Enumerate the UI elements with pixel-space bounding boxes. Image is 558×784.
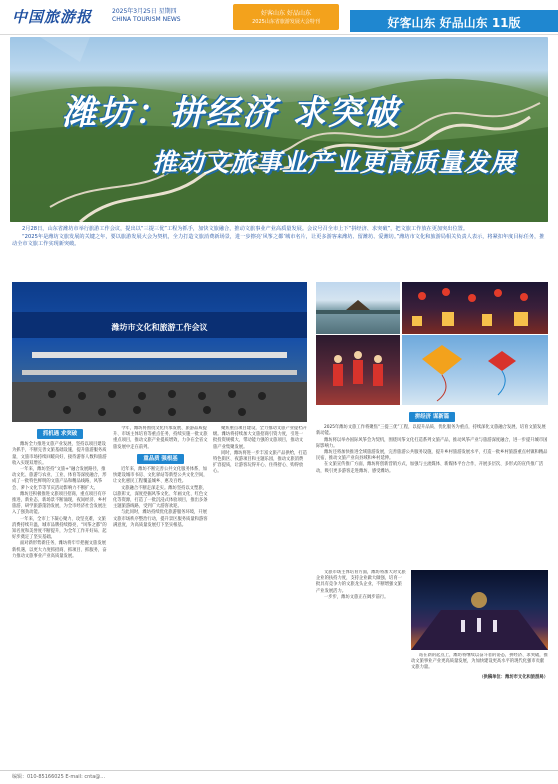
paragraph: 潍坊还积极推进文旅项目招商，重点项目有序推进，新业态、新场景不断涌现，夜间经济、乡村旅游、研学旅游蓬勃发展，为全市经济社会发展注入了强劲动能。 — [12, 491, 107, 516]
column-right — [316, 409, 548, 567]
paragraph: 站在新的起点上，潍坊将继续以奋斗者的姿态，拼经济、求突破，推动文旅事业产业更高质量发展，为加快建设更高水平的现代化强市贡献文旅力量。 — [411, 653, 548, 671]
paper-name-en: CHINA TOURISM NEWS — [112, 16, 181, 23]
paragraph: 潍坊还将加快推进全域旅游发展，完善旅游公共服务设施，提升乡村旅游发展水平，打造一批乡村旅游重点村镇和精品民宿，推动文旅产业向县域和乡村延伸。 — [316, 450, 548, 462]
paragraph: 近年来，潍坊不断完善公共文化服务体系，加快建设城市书房、文化驿站等新型公共文化空间，让文化惠民工程覆盖城乡、惠及百姓。 — [113, 467, 208, 485]
column-right-bottom — [411, 653, 548, 766]
slogan-secondary: 2025山东省旅游发展大会特刊 — [252, 19, 320, 25]
lead-paragraph — [12, 226, 546, 250]
edition-banner — [350, 10, 558, 32]
paragraph: 一年来，潍坊坚持“文旅+”融合发展路径，推动文化、旅游与农业、工业、体育等深度融合，形成了一批特色鲜明的文旅产品和精品线路，风筝会、萝卜文化节等节庆活动影响力不断扩大。 — [12, 467, 107, 491]
paragraph: 潍坊将以举办国际风筝会为契机，围绕风筝文化打造系列文旅产品，推动风筝产业与旅游深度融合，进一步提升城市国际影响力。 — [316, 437, 548, 449]
performance-photo — [316, 335, 400, 405]
lead-text-1: 2月28日，山东省潍坊市举行旅游工作会议，提出以“三提三优”工程为抓手，加快文旅融合，推动文旅事业产业高质量发展。会议号召全市上下“拼经济、求突破”，把文旅工作放在更加突出位置。 — [22, 226, 469, 232]
paragraph: 潍坊全力推进文旅产业发展，坚持以项目建设为抓手，不断完善文旅基础设施，提升旅游服务质量，文旅市场持续回暖向好，接待游客人数和旅游收入实现双增长。 — [12, 442, 107, 466]
stage-illustration — [411, 570, 548, 650]
column-middle-left — [113, 426, 208, 766]
meeting-hall-illustration — [12, 282, 307, 422]
lead-text-2: “2025年是潍坊文旅发展的关键之年，要以旅游发展大会为契机，全力打造文旅消费新场景，进一步擦亮‘风筝之都’城市名片，让更多游客来潍坊、留潍坊、爱潍坊。”潍坊市文化和旅游局相关负责人表示，将紧扣年度目标任务，推动全市文旅工作实现新突破。 — [12, 234, 545, 248]
paragraph: 聚焦重点项目建设，全力推动文旅产业提档升级。潍坊将持续加大文旅招商引资力度，引进一批投资规模大、带动能力强的文旅项目，推动文旅产业集聚发展。 — [213, 426, 307, 450]
masthead — [0, 0, 558, 35]
dancers-illustration — [316, 335, 400, 405]
footer-contact: 编辑：010-85166025 E-mail: cnta@... — [12, 774, 106, 780]
section-heading-opportunity: 抓机遇 求突破 — [37, 429, 83, 439]
column-middle-right — [213, 426, 307, 766]
paragraph: 一年来，全市上下凝心聚力、攻坚克难，文旅消费持续升温，城市品牌持续擦亮，“风筝之都”的知名度和美誉度不断提升，为全年工作开好局、起好步奠定了坚实基础。 — [12, 516, 107, 541]
section-heading-economy: 拼经济 谋新篇 — [409, 412, 455, 422]
paragraph: 面对新形势新任务，潍坊将牢牢把握文旅发展新机遇，以更大力度抓招商、抓项目、抓服务，奋力推动文旅事业产业高质量发展。 — [12, 541, 107, 559]
headline-main: 潍坊：拼经济 求突破 — [62, 93, 400, 133]
paragraph: 一步步，潍坊文旅正在阔步前行。 — [324, 594, 389, 600]
paragraph: 今年，潍坊将围绕文化传承发展、旅游品质提升、市场主体培育等重点任务，持续实施一批文旅重点项目，推动文旅产业提质增效，力争在全省文旅发展中走在前列。 — [113, 426, 208, 450]
meeting-photo — [12, 282, 307, 422]
issue-date: 2025年3月25日 星期四 — [112, 8, 177, 15]
stage-show-photo — [411, 570, 548, 650]
paragraph: 文旅市场主体培育方面，潍坊将加大对文旅企业的扶持力度，支持企业做大做强，培育一批具有竞争力的文旅龙头企业，不断增强文旅产业发展活力。 — [316, 570, 406, 594]
article-credit: （供稿单位：潍坊市文化和旅游局） — [479, 674, 548, 680]
issue-info — [112, 8, 181, 24]
page-footer — [0, 770, 558, 784]
section-heading-quality: 重品质 强根基 — [137, 454, 183, 464]
paragraph: 文旅融合不断走深走实。潍坊坚持以文塑旅、以旅彰文，深度挖掘风筝文化、年画文化、红色文化等资源，打造了一批沉浸式体验项目，推出多条主题旅游线路，受到广大游客欢迎。 — [113, 485, 208, 510]
paragraph: 与此同时，潍坊持续优化旅游服务环境，开展文旅市场秩序整治行动，提升景区服务质量和游客满意度，为高质量发展打下坚实根基。 — [113, 510, 208, 528]
column-right-lower — [316, 570, 406, 766]
lanterns-photo — [402, 282, 548, 334]
lanterns-illustration — [402, 282, 548, 334]
column-left — [12, 426, 108, 766]
headline-sub: 推动文旅事业产业更高质量发展 — [152, 148, 517, 177]
edition-title: 好客山东 好品山东 11版 — [387, 16, 521, 30]
kite-illustration — [402, 335, 548, 405]
hero-photo — [10, 37, 548, 222]
slogan-primary: 好客山东 好品山东 — [261, 10, 311, 17]
meeting-banner-text: 潍坊市文化和旅游工作会议 — [111, 323, 208, 332]
newspaper-logo: 中国旅游报 — [12, 8, 93, 26]
lake-photo — [316, 282, 400, 334]
paragraph: 2025年潍坊文旅工作将聚焦“三提三优”工程，以提升品质、优化服务为重点，持续深化文旅融合发展，培育文旅发展新动能。 — [316, 425, 546, 437]
kite-festival-photo — [402, 335, 548, 405]
lake-pavilion-illustration — [316, 282, 400, 334]
paragraph: 在文旅宣传推广方面，潍坊将创新营销方式，加强与主流媒体、新媒体平台合作，开展多层次、多形式的宣传推广活动，吸引更多游客走进潍坊、感受潍坊。 — [316, 462, 544, 474]
slogan-badge — [233, 4, 339, 30]
paragraph: 同时，潍坊将进一步丰富文旅产品供给，打造特色街区、夜游项目和主题乐园，推动文旅消费扩容提质，让游客玩得开心、住得舒心、购得放心。 — [213, 450, 307, 475]
